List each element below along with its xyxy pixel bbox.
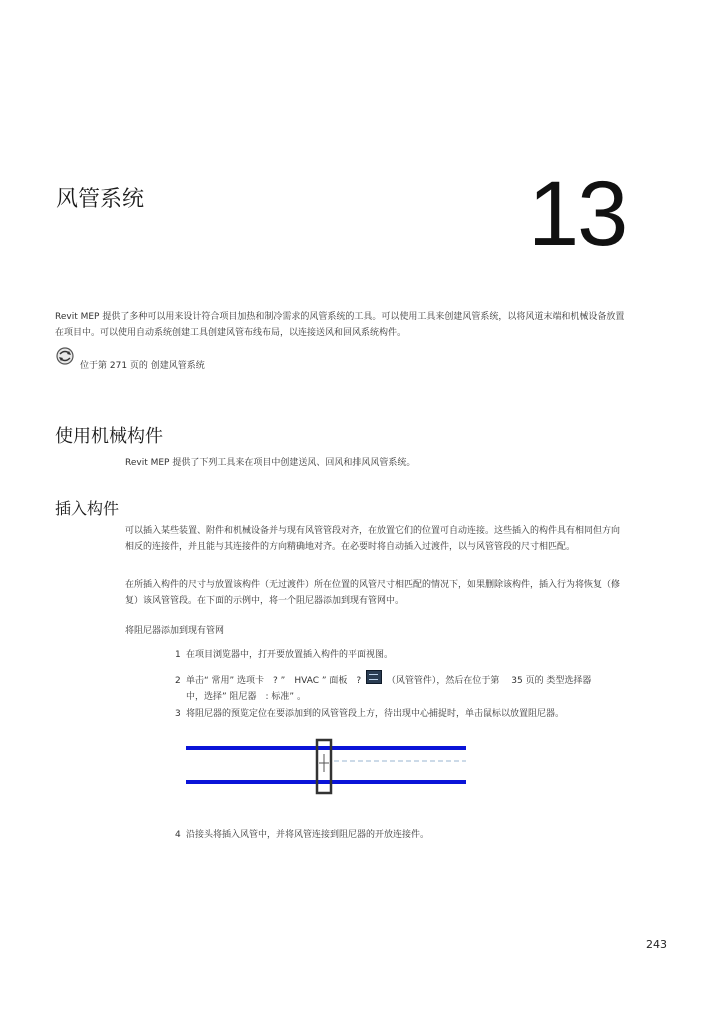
chapter-number: 13 — [528, 163, 627, 265]
machines-paragraph: Revit MEP 提供了下列工具来在项目中创建送风、回风和排风风管系统。 — [125, 458, 416, 468]
procedure-step-2 — [175, 670, 660, 705]
step-number: 1 — [175, 650, 181, 660]
duct-fitting-icon — [366, 670, 382, 684]
insert-paragraph-1: 可以插入某些装置、附件和机械设备并与现有风管管段对齐，在放置它们的位置可自动连接。这些插入的构件具有相同但方向相反的连接件，并且能与其连接件的方向精确地对齐。在必要时将自动插入过渡件，以与风管管段的尺寸相匹配。 — [125, 526, 621, 552]
insert-paragraph-2: 在所插入构件的尺寸与放置该构件（无过渡件）所在位置的风管尺寸相匹配的情况下，如果删除该构件，插入行为将恢复（修复）该风管管段。在下面的示例中，将一个阻尼器添加到现有管网中。 — [125, 580, 621, 606]
step-number: 4 — [175, 830, 181, 840]
step-number: 3 — [175, 709, 181, 719]
step-text-a: 单击“ 常用” 选项卡 ? ” HVAC ” 面板 ? — [186, 676, 362, 686]
procedure-step-4 — [175, 827, 429, 843]
procedure-title: 将阻尼器添加到现有管网 — [125, 626, 225, 636]
step-number: 2 — [175, 676, 181, 686]
intro-paragraph: Revit MEP 提供了多种可以用来设计符合项目加热和制冷需求的风管系统的工具。可以使用工具来创建风管系统，以将风道末端和机械设备放置在项目中。可以使用自动系统创建工具创建风管布线布局，以连接送风和回风系统构件。 — [55, 312, 625, 338]
section-heading-machines: 使用机械构件 — [55, 426, 163, 447]
cross-reference-icon[interactable] — [55, 346, 75, 366]
section-heading-insert: 插入构件 — [55, 499, 120, 518]
step-text: 在项目浏览器中，打开要放置插入构件的平面视图。 — [186, 650, 394, 660]
page-number: 243 — [646, 938, 667, 951]
chapter-title: 风管系统 — [56, 187, 145, 212]
step-text: 沿接头将插入风管中，并将风管连接到阻尼器的开放连接件。 — [186, 830, 430, 840]
procedure-step-1 — [175, 647, 393, 663]
procedure-step-3 — [175, 706, 564, 722]
cross-reference-link[interactable]: 位于第 271 页的 创建风管系统 — [80, 361, 205, 371]
step-text-c: 中，选择” 阻尼器 : 标准” 。 — [186, 692, 306, 702]
damper-insert-diagram — [186, 738, 468, 796]
step-text-b: （风管管件），然后在位于第 35 页的 类型选择器 — [386, 676, 592, 686]
step-text: 将阻尼器的预览定位在要添加到的风管管段上方，待出现中心捕捉时，单击鼠标以放置阻尼器。 — [186, 709, 565, 719]
